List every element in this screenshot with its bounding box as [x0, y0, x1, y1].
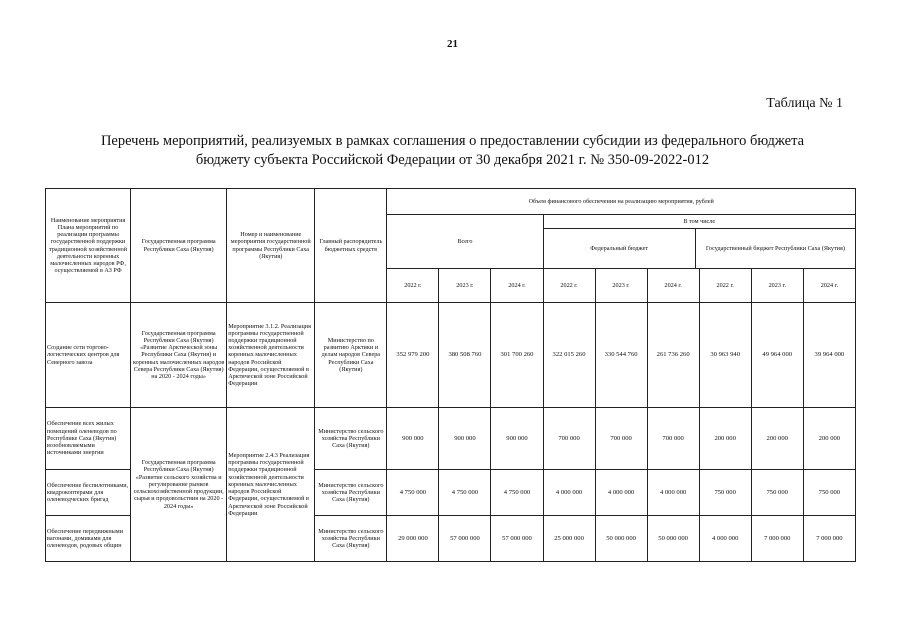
row-budget-manager: Министерство сельского хозяйства Республики Саха (Якутия) [315, 470, 387, 516]
header-year: 2022 г. [387, 269, 439, 303]
header-budget-manager: Главный распорядитель бюджетных средств [315, 189, 387, 303]
header-including: В том числе [544, 215, 855, 229]
value-total-2023: 380 508 760 [439, 303, 491, 408]
value-regional-2024: 200 000 [803, 408, 855, 470]
header-including-group [543, 215, 855, 269]
value-regional-2023: 7 000 000 [751, 516, 803, 562]
value-federal-2022: 322 015 260 [543, 303, 595, 408]
row-budget-manager: Министерство сельского хозяйства Республики Саха (Якутия) [315, 516, 387, 562]
page-number: 21 [447, 38, 458, 50]
value-total-2024: 301 700 260 [491, 303, 543, 408]
funding-table [45, 188, 856, 562]
row-event-name: Обеспечение передвижными вагонами, домиками для оленеводов, родовых общин [46, 516, 131, 562]
table-row [46, 303, 856, 408]
value-total-2024: 900 000 [491, 408, 543, 470]
header-year: 2023 г. [439, 269, 491, 303]
value-regional-2022: 750 000 [699, 470, 751, 516]
row-measure: Мероприятие 2.4.3 Реализация программы государственной поддержки традиционной хозяйственной деятельности коренных малочисленных народов Российской Федерации, осуществляемой в Арктической зоне Российской Федерации [227, 408, 315, 562]
document-title [30, 132, 875, 170]
table-label: Таблица № 1 [766, 96, 843, 111]
header-total: Всего [387, 215, 543, 269]
value-total-2024: 57 000 000 [491, 516, 543, 562]
value-federal-2023: 4 000 000 [595, 470, 647, 516]
value-regional-2023: 49 964 000 [751, 303, 803, 408]
value-regional-2022: 30 963 940 [699, 303, 751, 408]
value-regional-2024: 39 964 000 [803, 303, 855, 408]
value-regional-2024: 750 000 [803, 470, 855, 516]
row-budget-manager: Министерство по развитию Арктики и делам народов Севера Республики Саха (Якутия) [315, 303, 387, 408]
value-federal-2023: 700 000 [595, 408, 647, 470]
header-year: 2023 г. [595, 269, 647, 303]
header-year: 2022 г. [699, 269, 751, 303]
row-event-name: Создание сети торгово-логистических центров для Северного завоза [46, 303, 131, 408]
row-state-program: Государственная программа Республики Саха (Якутия) «Развитие Арктической зоны Республики Саха (Якутия) и коренных малочисленных народов Севера Республики Саха (Якутия) на 2020 - 2024 годы» [131, 303, 227, 408]
value-regional-2023: 200 000 [751, 408, 803, 470]
header-state-program: Государственная программа Республики Саха (Якутия) [131, 189, 227, 303]
header-regional-budget: Государственный бюджет Республики Саха (Якутия) [705, 244, 845, 252]
value-total-2022: 900 000 [387, 408, 439, 470]
header-year: 2024 г. [647, 269, 699, 303]
value-total-2023: 900 000 [439, 408, 491, 470]
row-event-name: Обеспечение беспилотниками, квадрокоптерами для оленеводческих бригад [46, 470, 131, 516]
value-federal-2024: 700 000 [647, 408, 699, 470]
table-row [46, 408, 856, 470]
header-federal-budget: Федеральный бюджет [544, 229, 696, 268]
title-line-1: Перечень мероприятий, реализуемых в рамках соглашения о предоставлении субсидии из федерального бюджета [100, 133, 805, 149]
value-regional-2024: 7 000 000 [803, 516, 855, 562]
row-measure: Мероприятие 3.1.2. Реализация программы государственной поддержки традиционной хозяйственной деятельности коренных малочисленных народов Российской Федерации, осуществляемой в Арктической зоне Российской Федерации [227, 303, 315, 408]
header-event-name: Наименование мероприятия Плана мероприятий по реализации программы государственной поддержки традиционной хозяйственной деятельности коренных малочисленных народов РФ, осуществляемой в АЗ РФ [46, 189, 131, 303]
value-federal-2022: 25 000 000 [543, 516, 595, 562]
header-year: 2023 г. [751, 269, 803, 303]
header-year: 2022 г. [543, 269, 595, 303]
value-federal-2024: 50 000 000 [647, 516, 699, 562]
value-federal-2023: 50 000 000 [595, 516, 647, 562]
header-funding-volume: Объем финансового обеспечения на реализацию мероприятия, рублей [387, 189, 856, 215]
row-event-name: Обеспечение всех жилых помещений оленеводов по Республике Саха (Якутия) возобновляемыми источниками энергии [46, 408, 131, 470]
header-measure-number: Номер и наименование мероприятия государственной программы Республики Саха (Якутия) [227, 189, 315, 303]
header-year: 2024 г. [803, 269, 855, 303]
title-line-2: бюджету субъекта Российской Федерации от 30 декабря 2021 г. № 350-09-2022-012 [195, 152, 710, 168]
value-total-2022: 352 979 200 [387, 303, 439, 408]
value-total-2022: 29 000 000 [387, 516, 439, 562]
value-total-2023: 4 750 000 [439, 470, 491, 516]
value-total-2022: 4 750 000 [387, 470, 439, 516]
value-total-2024: 4 750 000 [491, 470, 543, 516]
header-year: 2024 г. [491, 269, 543, 303]
value-federal-2022: 4 000 000 [543, 470, 595, 516]
value-federal-2024: 4 000 000 [647, 470, 699, 516]
value-regional-2022: 200 000 [699, 408, 751, 470]
value-federal-2024: 261 736 260 [647, 303, 699, 408]
row-budget-manager: Министерство сельского хозяйства Республики Саха (Якутия) [315, 408, 387, 470]
value-federal-2023: 330 544 760 [595, 303, 647, 408]
value-regional-2023: 750 000 [751, 470, 803, 516]
value-total-2023: 57 000 000 [439, 516, 491, 562]
row-state-program: Государственная программа Республики Саха (Якутия) «Развитие сельского хозяйства и регулирование рынков сельскохозяйственной продукции, сырья и продовольствия на 2020 - 2024 годы» [131, 408, 227, 562]
value-federal-2022: 700 000 [543, 408, 595, 470]
value-regional-2022: 4 000 000 [699, 516, 751, 562]
